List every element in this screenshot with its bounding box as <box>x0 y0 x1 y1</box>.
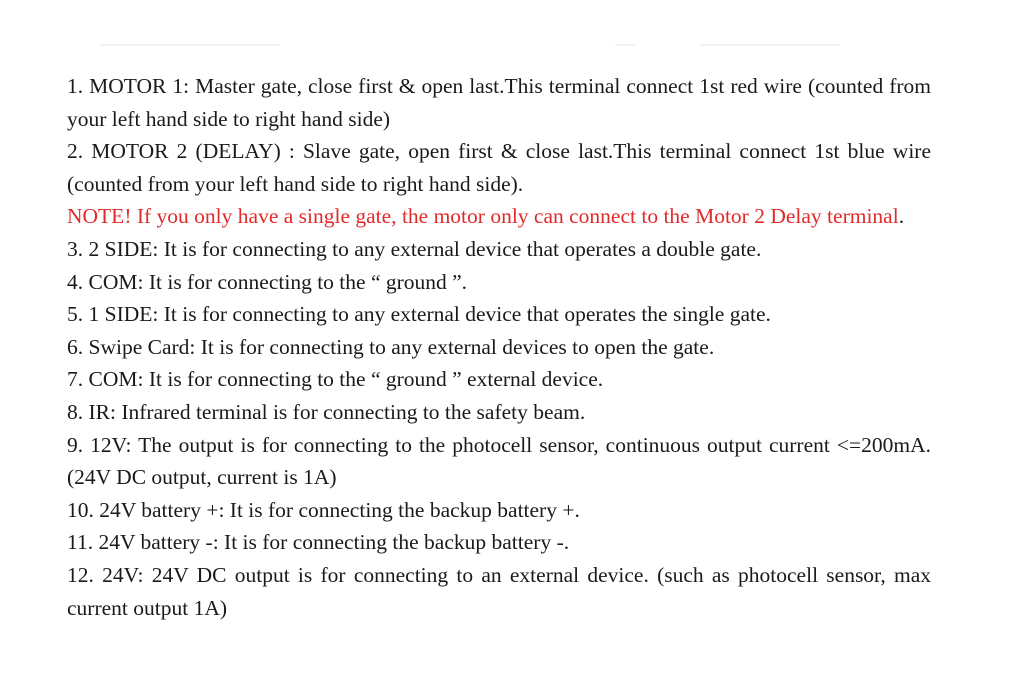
instruction-item-4: 4. COM: It is for connecting to the “ ground ”. <box>67 269 468 294</box>
instruction-item-5: 5. 1 SIDE: It is for connecting to any external device that operates the single gate. <box>67 302 771 327</box>
instruction-item-6: 6. Swipe Card: It is for connecting to any external devices to open the gate. <box>67 334 715 359</box>
instruction-item-2: 2. MOTOR 2 (DELAY) : Slave gate, open first & close last.This terminal connect 1st blue wire (counted from your left hand side to right hand side). <box>67 139 931 196</box>
note-period: . <box>898 204 905 229</box>
faint-divider <box>700 44 840 46</box>
faint-divider <box>615 44 635 46</box>
instruction-item-11: 11. 24V battery -: It is for connecting the backup battery -. <box>67 530 570 555</box>
note-text: NOTE! If you only have a single gate, the motor only can connect to the Motor 2 Delay terminal <box>67 204 899 229</box>
instruction-item-1: 1. MOTOR 1: Master gate, close first & open last.This terminal connect 1st red wire (counted from your left hand side to right hand side) <box>67 74 931 131</box>
faint-divider <box>100 44 280 46</box>
instruction-item-3: 3. 2 SIDE: It is for connecting to any external device that operates a double gate. <box>67 236 762 261</box>
instruction-item-12: 12. 24V: 24V DC output is for connecting to an external device. (such as photocell sensor, max current output 1A) <box>67 562 931 620</box>
single-gate-note <box>67 200 931 233</box>
instruction-item-10: 10. 24V battery +: It is for connecting the backup battery +. <box>67 497 580 522</box>
instruction-item-8: 8. IR: Infrared terminal is for connecting to the safety beam. <box>67 399 586 424</box>
terminal-instructions <box>67 70 931 624</box>
instruction-item-7: 7. COM: It is for connecting to the “ ground ” external device. <box>67 367 604 392</box>
instruction-item-9: 9. 12V: The output is for connecting to the photocell sensor, continuous output current <=200mA. (24V DC output, current is 1A) <box>67 432 931 490</box>
